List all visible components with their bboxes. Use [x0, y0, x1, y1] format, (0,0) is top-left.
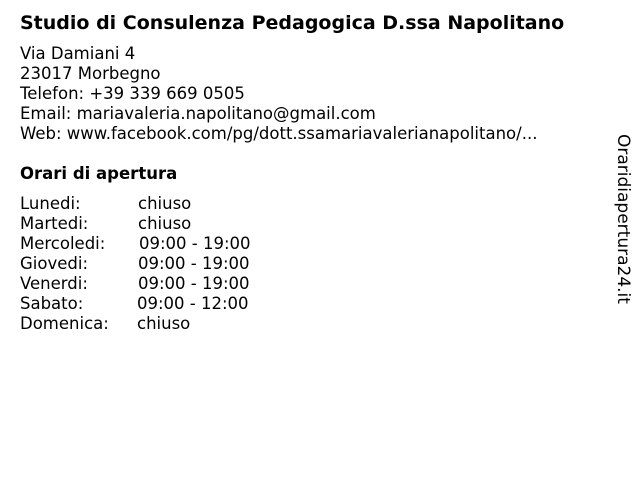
web-line: Web: www.facebook.com/pg/dott.ssamariavalerianapolitano/...	[20, 124, 538, 143]
opening-hours-heading: Orari di apertura	[20, 164, 178, 183]
day-label: Martedi:	[20, 214, 89, 233]
day-label: Sabato:	[20, 294, 84, 313]
day-hours: 09:00 - 19:00	[138, 254, 250, 273]
day-label: Domenica:	[20, 314, 109, 333]
site-watermark-text: Oraridiapertura24.it	[613, 134, 633, 304]
address-street: Via Damiani 4	[20, 44, 136, 63]
day-hours: 09:00 - 19:00	[139, 234, 251, 253]
site-watermark	[613, 134, 633, 309]
day-label: Mercoledi:	[20, 234, 106, 253]
phone-line: Telefon: +39 339 669 0505	[20, 84, 245, 103]
address-city: 23017 Morbegno	[20, 64, 161, 83]
day-hours: chiuso	[137, 314, 191, 333]
day-hours: 09:00 - 12:00	[137, 294, 249, 313]
day-label: Venerdi:	[20, 274, 88, 293]
day-hours: chiuso	[138, 194, 192, 213]
day-hours: chiuso	[138, 214, 192, 233]
day-hours: 09:00 - 19:00	[138, 274, 250, 293]
day-label: Giovedi:	[20, 254, 88, 273]
day-label: Lunedi:	[20, 194, 81, 213]
contact-block	[20, 44, 537, 144]
email-line: Email: mariavaleria.napolitano@gmail.com	[20, 104, 376, 123]
business-name: Studio di Consulenza Pedagogica D.ssa Napolitano	[20, 12, 565, 34]
